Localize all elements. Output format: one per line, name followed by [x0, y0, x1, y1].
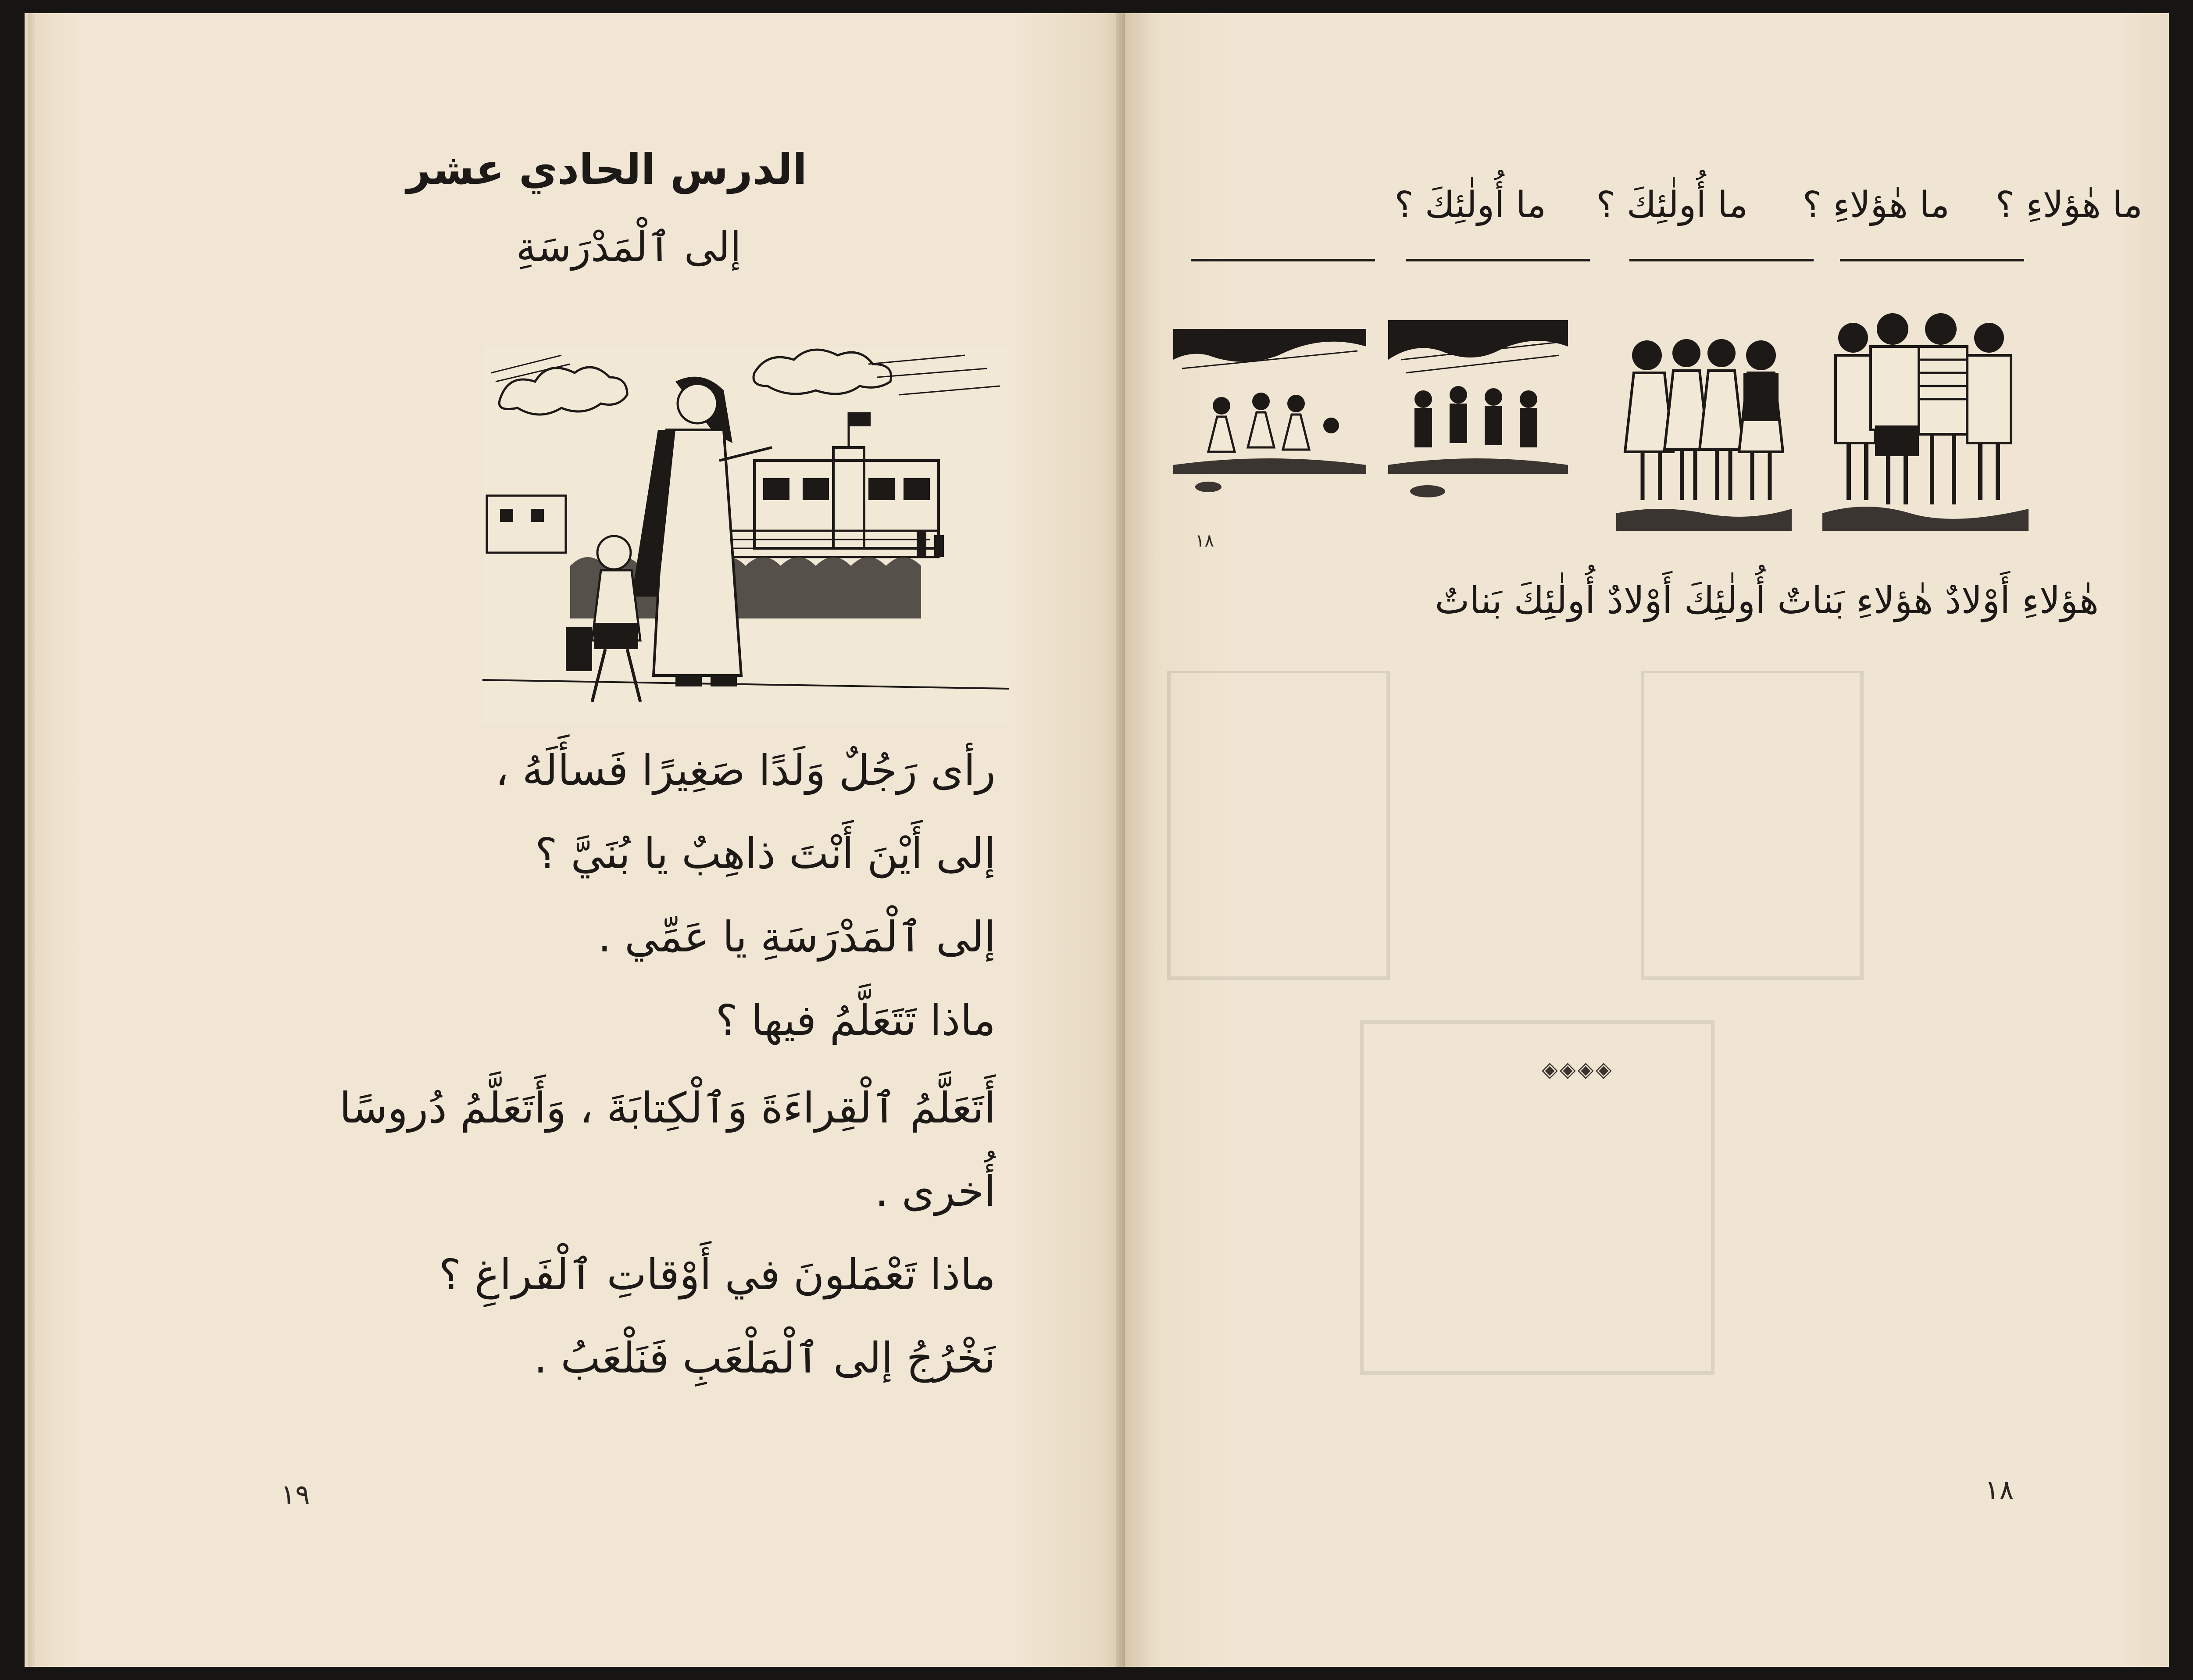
answer-blank-3	[1406, 259, 1590, 261]
answer-blank-2	[1629, 259, 1814, 261]
question-1: ما هٰؤلاءِ ؟	[1995, 184, 2143, 226]
right-page-number: ١٨	[1985, 1474, 2014, 1506]
picture-girls-far	[1173, 320, 1366, 513]
text-line-7: ماذا تَعْمَلونَ في أَوْقاتِ ٱلْفَراغِ ؟	[439, 1250, 996, 1299]
lesson-subtitle: إلى ٱلْمَدْرَسَةِ	[516, 224, 741, 271]
picture-caption-mark: ١٨	[1195, 531, 1214, 551]
question-2: ما هٰؤلاءِ ؟	[1802, 184, 1950, 226]
answer-sentences: هٰؤلاءِ أَوْلادٌ هٰؤلاءِ بَناتٌ أُولٰئِكَ أَوْلادٌ أُولٰئِكَ بَناتٌ	[1435, 579, 2099, 622]
left-page-number: ١٩	[281, 1478, 310, 1510]
question-4: ما أُولٰئِكَ ؟	[1394, 184, 1546, 226]
show-through-shadow	[1160, 671, 1906, 1417]
text-line-6: أُخرى .	[875, 1167, 996, 1216]
left-page	[35, 13, 1123, 1667]
open-book	[18, 13, 2189, 1667]
ornament-divider: ◈◈◈◈	[1542, 1057, 1614, 1082]
text-line-3: إلى ٱلْمَدْرَسَةِ يا عَمِّي .	[598, 912, 996, 962]
answer-blank-4	[1191, 259, 1375, 261]
lesson-title: الدرس الحادي عشر	[406, 145, 807, 194]
right-page	[1125, 13, 2169, 1667]
question-3: ما أُولٰئِكَ ؟	[1596, 184, 1748, 226]
picture-boys-far	[1388, 320, 1568, 513]
text-line-8: نَخْرُجُ إلى ٱلْمَلْعَبِ فَنَلْعَبُ .	[534, 1333, 996, 1383]
school-illustration	[482, 347, 1009, 724]
picture-girls-near	[1616, 329, 1792, 531]
text-line-5: أَتَعَلَّمُ ٱلْقِراءَةَ وَٱلْكِتابَةَ ، وَأَتَعَلَّمُ دُروسًا	[339, 1083, 996, 1133]
answer-blank-1	[1840, 259, 2024, 261]
picture-boys-near	[1822, 303, 2029, 531]
text-line-4: ماذا تَتَعَلَّمُ فيها ؟	[715, 996, 996, 1045]
text-line-1: رأى رَجُلٌ وَلَدًا صَغِيرًا فَسأَلَهُ ،	[495, 746, 996, 795]
text-line-2: إلى أَيْنَ أَنْتَ ذاهِبٌ يا بُنَيَّ ؟	[535, 829, 996, 878]
